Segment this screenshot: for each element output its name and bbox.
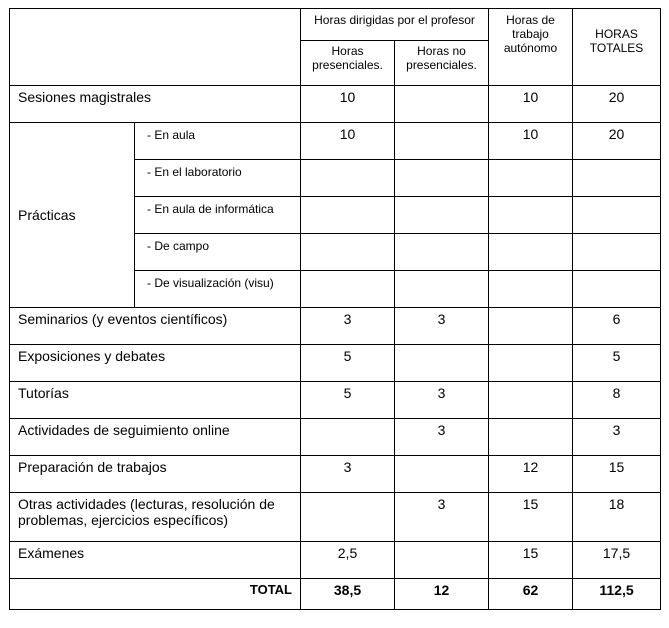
cell-no-presenciales <box>395 160 489 197</box>
cell-autonomo: 10 <box>489 86 573 123</box>
table-row <box>10 86 661 123</box>
row-label: Preparación de trabajos <box>10 456 301 493</box>
cell-no-presenciales: 3 <box>395 308 489 345</box>
cell-autonomo <box>489 234 573 271</box>
cell-presenciales: 10 <box>301 86 395 123</box>
row-label: Actividades de seguimiento online <box>10 419 301 456</box>
cell-no-presenciales <box>395 345 489 382</box>
cell-presenciales: 3 <box>301 456 395 493</box>
row-label: Exposiciones y debates <box>10 345 301 382</box>
cell-total: 6 <box>573 308 661 345</box>
cell-total: 5 <box>573 345 661 382</box>
cell-total <box>573 234 661 271</box>
cell-total: 15 <box>573 456 661 493</box>
cell-presenciales: 2,5 <box>301 542 395 579</box>
row-label: Tutorías <box>10 382 301 419</box>
cell-presenciales: 10 <box>301 123 395 160</box>
cell-no-presenciales: 3 <box>395 493 489 542</box>
total-label: TOTAL <box>10 579 301 610</box>
header-group-label: Horas dirigidas por el profesor <box>301 9 489 41</box>
table-row <box>10 308 661 345</box>
cell-no-presenciales <box>395 234 489 271</box>
header-empty-cell <box>10 9 301 86</box>
sub-row-label: - En aula de informática <box>135 197 301 234</box>
cell-no-presenciales <box>395 123 489 160</box>
header-presenciales: Horas presenciales. <box>301 41 395 86</box>
cell-autonomo <box>489 160 573 197</box>
cell-presenciales <box>301 197 395 234</box>
total-presenciales: 38,5 <box>301 579 395 610</box>
cell-no-presenciales <box>395 456 489 493</box>
sub-row-label: - En el laboratorio <box>135 160 301 197</box>
cell-autonomo <box>489 345 573 382</box>
cell-autonomo <box>489 308 573 345</box>
row-label: Otras actividades (lecturas, resolución de problemas, ejercicios específicos) <box>10 493 301 542</box>
cell-total: 18 <box>573 493 661 542</box>
table-row <box>10 542 661 579</box>
header-no-presenciales: Horas no presenciales. <box>395 41 489 86</box>
cell-autonomo <box>489 382 573 419</box>
table-row <box>10 123 661 160</box>
cell-presenciales: 5 <box>301 382 395 419</box>
header-totales: HORAS TOTALES <box>573 9 661 86</box>
cell-presenciales <box>301 271 395 308</box>
table-row <box>10 345 661 382</box>
cell-no-presenciales <box>395 542 489 579</box>
cell-autonomo <box>489 271 573 308</box>
cell-autonomo: 10 <box>489 123 573 160</box>
cell-no-presenciales <box>395 197 489 234</box>
cell-presenciales: 3 <box>301 308 395 345</box>
total-row <box>10 579 661 610</box>
header-autonomo: Horas de trabajo autónomo <box>489 9 573 86</box>
table-row <box>10 382 661 419</box>
hours-table <box>9 8 661 610</box>
row-label: Sesiones magistrales <box>10 86 301 123</box>
cell-presenciales <box>301 234 395 271</box>
cell-no-presenciales <box>395 86 489 123</box>
cell-autonomo <box>489 197 573 234</box>
practicas-label: Prácticas <box>10 123 135 308</box>
cell-total: 3 <box>573 419 661 456</box>
cell-no-presenciales <box>395 271 489 308</box>
cell-presenciales <box>301 160 395 197</box>
total-total: 112,5 <box>573 579 661 610</box>
table-row <box>10 419 661 456</box>
cell-no-presenciales: 3 <box>395 382 489 419</box>
cell-total: 17,5 <box>573 542 661 579</box>
cell-presenciales <box>301 493 395 542</box>
cell-autonomo: 15 <box>489 493 573 542</box>
table-row <box>10 456 661 493</box>
cell-presenciales: 5 <box>301 345 395 382</box>
cell-autonomo: 15 <box>489 542 573 579</box>
cell-total: 20 <box>573 86 661 123</box>
cell-autonomo: 12 <box>489 456 573 493</box>
cell-total <box>573 271 661 308</box>
cell-total <box>573 197 661 234</box>
table-row <box>10 493 661 542</box>
row-label: Seminarios (y eventos científicos) <box>10 308 301 345</box>
cell-total <box>573 160 661 197</box>
sub-row-label: - En aula <box>135 123 301 160</box>
cell-autonomo <box>489 419 573 456</box>
cell-total: 8 <box>573 382 661 419</box>
sub-row-label: - De campo <box>135 234 301 271</box>
cell-presenciales <box>301 419 395 456</box>
row-label: Exámenes <box>10 542 301 579</box>
total-autonomo: 62 <box>489 579 573 610</box>
total-no-presenciales: 12 <box>395 579 489 610</box>
sub-row-label: - De visualización (visu) <box>135 271 301 308</box>
cell-no-presenciales: 3 <box>395 419 489 456</box>
cell-total: 20 <box>573 123 661 160</box>
